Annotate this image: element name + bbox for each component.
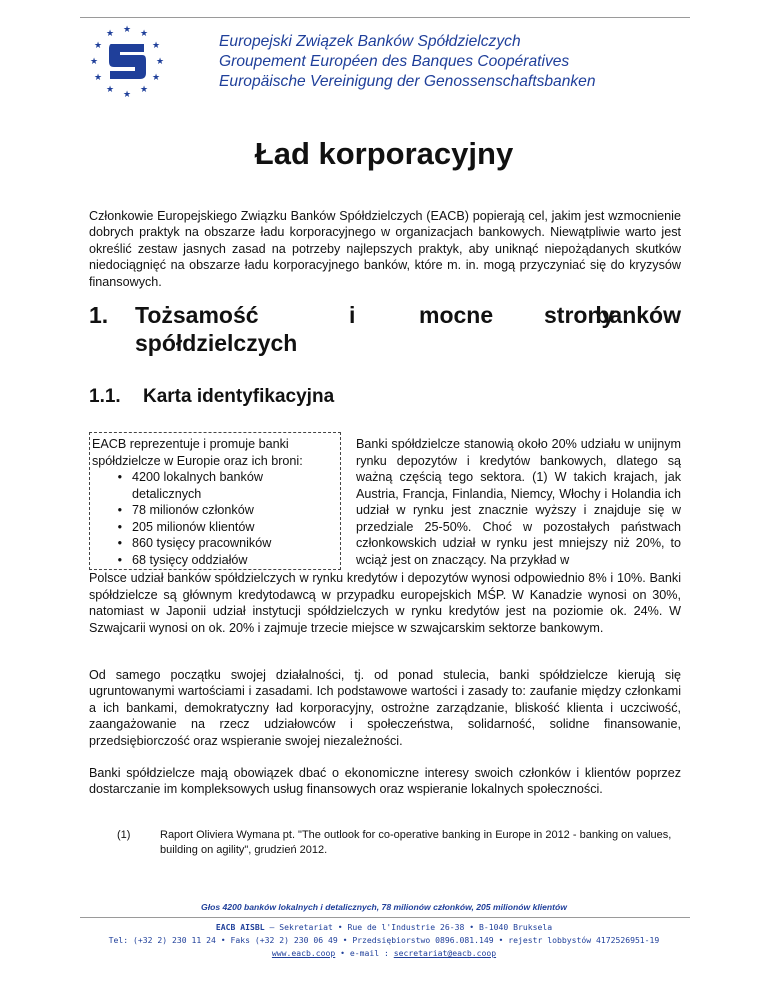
svg-text:★: ★ xyxy=(105,85,115,95)
svg-text:★: ★ xyxy=(139,85,149,95)
org-name-de: Europäische Vereinigung der Genossenschaftsbanken xyxy=(219,73,596,90)
list-item-text: 4200 lokalnych banków xyxy=(132,470,263,484)
eacb-logo-icon xyxy=(86,22,168,100)
fact-box-intro-line: spółdzielcze w Europie oraz ich broni: xyxy=(92,453,303,468)
list-item xyxy=(92,535,342,552)
bullet-icon: • xyxy=(117,519,122,534)
list-item xyxy=(92,502,342,519)
section-1-word: i xyxy=(349,302,356,328)
section-1-word: Tożsamość xyxy=(135,302,259,328)
list-item-text: 68 tysięcy oddziałów xyxy=(132,552,248,567)
footer-address xyxy=(0,921,768,934)
footer-contact: Tel: (+32 2) 230 11 24 • Faks (+32 2) 230 06 49 • Przedsiębiorstwo 0896.081.149 • rejestr lobbystów 4172526951-19 xyxy=(108,935,660,945)
section-1-1-title: Karta identyfikacyjna xyxy=(143,386,335,407)
list-item xyxy=(92,552,342,569)
fact-box-intro-line: EACB reprezentuje i promuje banki xyxy=(92,437,289,451)
header-rule xyxy=(80,17,690,18)
footer-links xyxy=(0,947,768,960)
section-1-1-heading xyxy=(89,385,335,409)
footer xyxy=(0,921,768,960)
list-item-text: detalicznych xyxy=(132,486,202,501)
svg-text:★: ★ xyxy=(89,57,99,67)
fact-box-content xyxy=(92,436,342,568)
svg-text:★: ★ xyxy=(122,25,132,35)
page-title: Ład korporacyjny xyxy=(254,136,514,171)
footnote-text: Raport Oliviera Wymana pt. "The outlook for co-operative banking in Europe in 2012 - banking on values, building on agility", grudzień 2012. xyxy=(160,829,672,856)
footer-address-text: – Sekretariat • Rue de l'Industrie 26-38 • B-1040 Bruksela xyxy=(264,922,553,932)
footer-tagline: Głos 4200 banków lokalnych i detalicznych, 78 milionów członków, 205 milionów klientów xyxy=(201,902,567,912)
svg-text:★: ★ xyxy=(155,57,165,67)
svg-text:★: ★ xyxy=(93,41,103,51)
footer-org: EACB AISBL xyxy=(215,922,265,932)
email-link[interactable]: secretariat@eacb.coop xyxy=(393,948,497,958)
svg-text:★: ★ xyxy=(93,73,103,83)
section-1-word: mocne xyxy=(419,302,494,328)
list-item-text: 78 milionów członków xyxy=(132,503,254,517)
website-link[interactable]: www.eacb.coop xyxy=(271,948,336,958)
email-label: • e-mail : xyxy=(335,948,394,958)
svg-text:★: ★ xyxy=(105,29,115,39)
section-1-1-number: 1.1. xyxy=(89,386,121,407)
org-name-fr: Groupement Européen des Banques Coopératives xyxy=(219,53,570,70)
section-1-number: 1. xyxy=(89,302,109,328)
footnote-number: (1) xyxy=(117,829,131,841)
bullet-icon: • xyxy=(117,470,122,484)
list-item xyxy=(92,469,342,502)
list-item-text: 205 milionów klientów xyxy=(132,519,255,534)
market-share-paragraph: Banki spółdzielcze stanowią około 20% udziału w unijnym rynku depozytów i kredytów bankowych, dlatego są ważną częścią tego sektora. (1) W takich krajach, jak Austria, Francja, Finlandia, Niemcy, Włochy i Holandia ich udział w rynku jest znacznie wyższy i znajduje się w przedziale 25-50%. Choć w pozostałych państwach członkowskich udział w rynku jest mniejszy niż 20%, to wciąż jest on znaczący. Na przykład w xyxy=(356,437,681,567)
organisation-names xyxy=(219,32,596,92)
org-name-pl: Europejski Związek Banków Spółdzielczych xyxy=(219,33,521,50)
footer-rule xyxy=(80,917,690,918)
bullet-icon: • xyxy=(117,552,122,567)
svg-text:★: ★ xyxy=(139,29,149,39)
svg-text:★: ★ xyxy=(122,90,132,100)
obligations-paragraph: Banki spółdzielcze mają obowiązek dbać o ekonomiczne interesy swoich członków i klientów poprzez dostarczanie im kompleksowych usług finansowych oraz wspieranie lokalnych społeczności. xyxy=(89,766,681,797)
market-share-continued: Polsce udział banków spółdzielczych w rynku kredytów i depozytów wynosi odpowiednio 8% i 10%. Banki spółdzielcze są głównym kredytodawcą w przypadku europejskich MŚP. W Kanadzie wynosi on 30%, natomiast w Japonii udział instytucji spółdzielczych w rynku kredytów jest na poziomie ok. 24%. W Szwajcarii wynosi on ok. 20% i zajmuje trzecie miejsce w szwajcarskim sektorze bankowym. xyxy=(89,571,681,635)
bullet-icon: • xyxy=(117,536,122,550)
list-item-text: 860 tysięcy pracowników xyxy=(132,536,272,550)
section-1-word: banków xyxy=(595,302,681,328)
bullet-icon: • xyxy=(117,503,122,517)
values-paragraph: Od samego początku swojej działalności, tj. od ponad stulecia, banki spółdzielcze kierują się ugruntowanymi wartościami i zasadami. Ich podstawowe wartości i zasady to: zaufanie między członkami a ich bankami, demokratyczny ład korporacyjny, ostrożne zarządzanie, bliskość klienta i uczciwość, zaangażowanie na rzecz udziałowców i społeczeństwa, solidarność, solidne finansowanie, przedsiębiorczość oraz wspieranie swojej niezależności. xyxy=(89,668,681,748)
intro-paragraph: Członkowie Europejskiego Związku Banków Spółdzielczych (EACB) popierają cel, jakim jest wzmocnienie dobrych praktyk na obszarze ładu korporacyjnego w organizacjach bankowych. Niewątpliwie warto jest określić zestaw jasnych zasad na potrzeby najlepszych praktyk, aby uniknąć niepożądanych skutków niedociągnięć na obszarze ładu korporacyjnego banków, które m. in. mogą przyczyniać się do kryzysów finansowych. xyxy=(89,209,681,289)
svg-text:★: ★ xyxy=(151,73,161,83)
svg-text:★: ★ xyxy=(151,41,161,51)
section-1-word: strony xyxy=(544,302,615,328)
section-1-line2: spółdzielczych xyxy=(135,330,298,356)
list-item xyxy=(92,519,342,536)
